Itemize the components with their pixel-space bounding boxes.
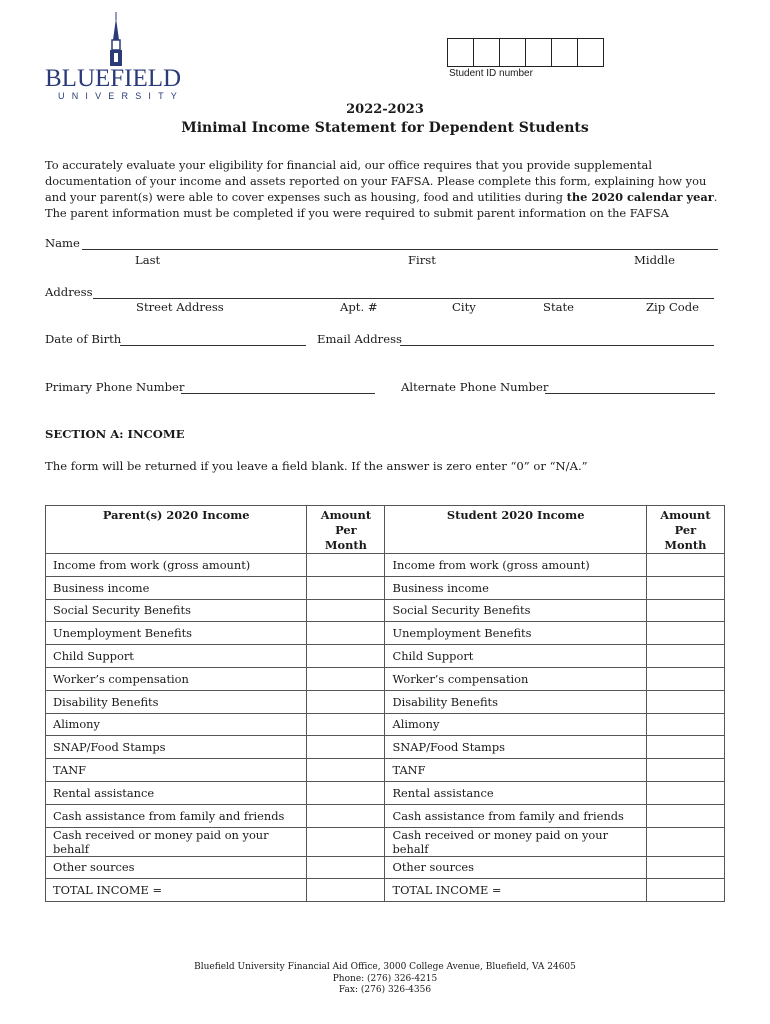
student-income-item: TANF (385, 759, 646, 782)
table-row (46, 667, 725, 690)
parent-income-item: Rental assistance (46, 781, 307, 804)
student-income-item: TOTAL INCOME = (385, 879, 646, 902)
student-amount-cell[interactable] (646, 781, 724, 804)
parent-amount-cell[interactable] (307, 781, 385, 804)
table-row (46, 781, 725, 804)
university-logo-spire-icon (104, 12, 128, 68)
table-row (46, 827, 725, 856)
address-street-label: Street Address (136, 300, 224, 314)
student-income-item: Cash assistance from family and friends (385, 804, 646, 827)
student-id-digit-box[interactable] (474, 39, 500, 66)
parent-income-item: TOTAL INCOME = (46, 879, 307, 902)
student-income-item: SNAP/Food Stamps (385, 736, 646, 759)
student-income-item: Worker’s compensation (385, 667, 646, 690)
student-amount-cell[interactable] (646, 599, 724, 622)
table-row (46, 554, 725, 577)
parent-amount-cell[interactable] (307, 759, 385, 782)
student-id-digit-box[interactable] (500, 39, 526, 66)
table-row (46, 645, 725, 668)
address-zip-label: Zip Code (646, 300, 700, 314)
student-amount-cell[interactable] (646, 690, 724, 713)
student-amount-cell[interactable] (646, 622, 724, 645)
primary-phone-label: Primary Phone Number (45, 380, 185, 394)
name-middle-label: Middle (634, 253, 675, 267)
parent-amount-cell[interactable] (307, 554, 385, 577)
alt-phone-field[interactable] (545, 393, 715, 394)
email-label: Email Address (317, 332, 402, 346)
student-id-digit-box[interactable] (526, 39, 552, 66)
income-table-header-row (46, 506, 725, 554)
alt-phone-label: Alternate Phone Number (401, 380, 549, 394)
table-row (46, 622, 725, 645)
name-first-label: First (408, 253, 436, 267)
address-label: Address (45, 285, 93, 299)
table-row (46, 804, 725, 827)
parent-amount-cell[interactable] (307, 713, 385, 736)
dob-label: Date of Birth (45, 332, 122, 346)
intro-text: To accurately evaluate your eligibility for financial aid, our office requires that you provide supplemental documentation of your income and assets reported on your FAFSA. Please complete this form, explaining how you and your parent(s) were able to cover expenses such as housing, food and utilities during (45, 158, 707, 204)
student-income-item: Disability Benefits (385, 690, 646, 713)
student-amount-cell[interactable] (646, 645, 724, 668)
table-row (46, 576, 725, 599)
address-city-label: City (452, 300, 476, 314)
academic-year: 2022-2023 (346, 102, 424, 117)
table-row (46, 690, 725, 713)
name-field[interactable] (82, 249, 718, 250)
student-amount-header: Amount Per Month (646, 506, 724, 554)
student-id-digit-box[interactable] (448, 39, 474, 66)
student-income-item: Income from work (gross amount) (385, 554, 646, 577)
intro-paragraph (45, 157, 725, 221)
parent-amount-cell[interactable] (307, 667, 385, 690)
footer-fax: Fax: (276) 326-4356 (338, 985, 432, 995)
student-income-item: Cash received or money paid on your behalf (385, 827, 646, 856)
parent-income-item: Worker’s compensation (46, 667, 307, 690)
parent-income-item: Other sources (46, 856, 307, 879)
parent-amount-cell[interactable] (307, 804, 385, 827)
table-row (46, 599, 725, 622)
parent-income-item: Social Security Benefits (46, 599, 307, 622)
footer (0, 962, 770, 997)
parent-amount-cell[interactable] (307, 879, 385, 902)
student-amount-cell[interactable] (646, 879, 724, 902)
student-id-boxes[interactable] (447, 38, 604, 67)
section-a-heading: SECTION A: INCOME (45, 427, 185, 441)
footer-phone: Phone: (276) 326-4215 (332, 973, 438, 984)
parent-income-item: Disability Benefits (46, 690, 307, 713)
parent-amount-cell[interactable] (307, 856, 385, 879)
parent-amount-header: Amount Per Month (307, 506, 385, 554)
student-amount-cell[interactable] (646, 736, 724, 759)
page-title: Minimal Income Statement for Dependent Students (181, 120, 589, 136)
parent-amount-cell[interactable] (307, 622, 385, 645)
student-amount-cell[interactable] (646, 804, 724, 827)
table-row (46, 856, 725, 879)
student-amount-cell[interactable] (646, 554, 724, 577)
table-row (46, 879, 725, 902)
intro-bold-text: the 2020 calendar year (566, 190, 714, 204)
table-row (46, 759, 725, 782)
income-table (45, 505, 725, 902)
student-income-item: Social Security Benefits (385, 599, 646, 622)
parent-income-item: TANF (46, 759, 307, 782)
student-id-label: Student ID number (449, 68, 533, 79)
parent-amount-cell[interactable] (307, 645, 385, 668)
name-label: Name (45, 236, 80, 250)
student-income-item: Child Support (385, 645, 646, 668)
parent-amount-cell[interactable] (307, 690, 385, 713)
footer-address: Bluefield University Financial Aid Office, 3000 College Avenue, Bluefield, VA 24605 (194, 962, 576, 972)
section-a-note: The form will be returned if you leave a field blank. If the answer is zero enter “0” or “N/A.” (45, 459, 588, 473)
student-amount-cell[interactable] (646, 759, 724, 782)
parent-amount-cell[interactable] (307, 576, 385, 599)
parent-income-item: Income from work (gross amount) (46, 554, 307, 577)
parent-income-item: SNAP/Food Stamps (46, 736, 307, 759)
student-amount-cell[interactable] (646, 827, 724, 856)
table-row (46, 713, 725, 736)
parent-income-item: Cash assistance from family and friends (46, 804, 307, 827)
address-apt-label: Apt. # (340, 300, 378, 314)
student-amount-cell[interactable] (646, 667, 724, 690)
student-id-digit-box[interactable] (552, 39, 578, 66)
email-field[interactable] (400, 345, 714, 346)
student-income-item: Rental assistance (385, 781, 646, 804)
name-last-label: Last (135, 253, 161, 267)
parent-income-item: Business income (46, 576, 307, 599)
address-field[interactable] (93, 298, 714, 299)
parent-income-item: Alimony (46, 713, 307, 736)
student-income-header: Student 2020 Income (385, 506, 646, 554)
parent-amount-cell[interactable] (307, 599, 385, 622)
dob-field[interactable] (120, 345, 306, 346)
parent-income-item: Child Support (46, 645, 307, 668)
student-amount-cell[interactable] (646, 576, 724, 599)
parent-income-item: Unemployment Benefits (46, 622, 307, 645)
parent-amount-cell[interactable] (307, 736, 385, 759)
university-logo-name: BLUEFIELD (45, 65, 182, 92)
student-income-item: Other sources (385, 856, 646, 879)
student-amount-cell[interactable] (646, 713, 724, 736)
parent-income-item: Cash received or money paid on your behalf (46, 827, 307, 856)
table-row (46, 736, 725, 759)
university-logo-subtitle: UNIVERSITY (58, 91, 185, 101)
student-income-item: Business income (385, 576, 646, 599)
parent-income-header: Parent(s) 2020 Income (46, 506, 307, 554)
parent-amount-cell[interactable] (307, 827, 385, 856)
student-amount-cell[interactable] (646, 856, 724, 879)
intro-text-end: . The parent information must be completed if you were required to submit parent information on the FAFSA (45, 190, 718, 220)
student-income-item: Alimony (385, 713, 646, 736)
address-state-label: State (543, 300, 575, 314)
student-id-digit-box[interactable] (578, 39, 603, 66)
student-income-item: Unemployment Benefits (385, 622, 646, 645)
primary-phone-field[interactable] (181, 393, 375, 394)
